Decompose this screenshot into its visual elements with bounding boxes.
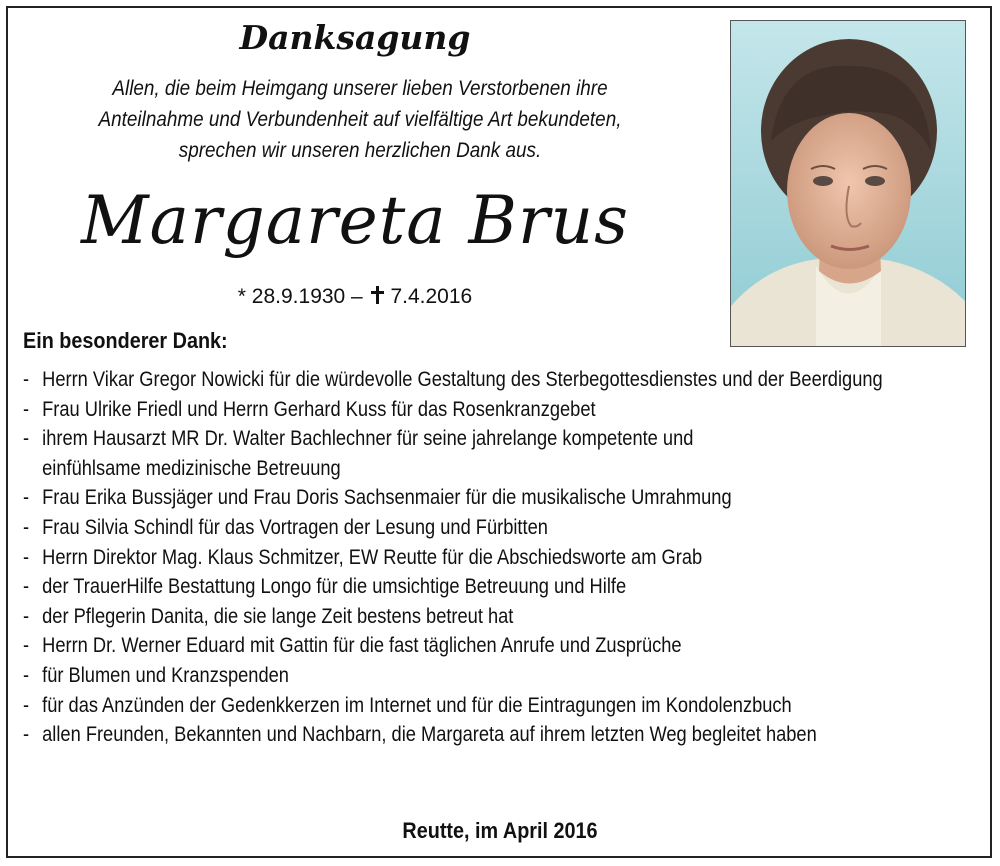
- deceased-name: Margareta Brus: [81, 182, 629, 259]
- list-item: [23, 424, 893, 483]
- death-date: 7.4.2016: [390, 285, 473, 308]
- list-dash: -: [23, 604, 30, 628]
- list-item: [23, 661, 893, 691]
- list-item-text: ihrem Hausarzt MR Dr. Walter Bachlechner für seine jahrelange kompetente und: [42, 427, 694, 451]
- list-dash: -: [23, 634, 30, 658]
- list-item: [23, 572, 893, 602]
- list-dash: -: [23, 368, 30, 391]
- birth-date: * 28.9.1930 –: [237, 285, 363, 308]
- thanks-list: [23, 365, 893, 750]
- list-item: [23, 720, 893, 750]
- list-item-text: für Blumen und Kranzspenden: [42, 663, 289, 687]
- list-item: [23, 365, 893, 395]
- list-item-text: allen Freunden, Bekannten und Nachbarn, die Margareta auf ihrem letzten Weg begleitet haben: [42, 723, 817, 747]
- list-item: [23, 631, 893, 661]
- list-item-text: Herrn Dr. Werner Eduard mit Gattin für die fast täglichen Anrufe und Zusprüche: [42, 634, 682, 658]
- list-item-text: für das Anzünden der Gedenkkerzen im Internet und für die Eintragungen im Kondolenzbuch: [42, 693, 792, 717]
- list-item-text: der TrauerHilfe Bestattung Longo für die umsichtige Betreuung und Hilfe: [42, 575, 627, 599]
- list-dash: -: [23, 663, 30, 687]
- list-item-text: Frau Silvia Schindl für das Vortragen der Lesung und Fürbitten: [42, 515, 548, 539]
- intro-line: sprechen wir unseren herzlichen Dank aus.: [178, 139, 542, 162]
- list-item: [23, 395, 893, 425]
- list-item: [23, 602, 893, 632]
- list-item-text: Frau Ulrike Friedl und Herrn Gerhard Kuss für das Rosenkranzgebet: [42, 397, 596, 421]
- list-dash: -: [23, 693, 30, 717]
- intro-text: [54, 73, 666, 166]
- list-dash: -: [23, 723, 30, 747]
- portrait-photo: [730, 20, 966, 347]
- cross-icon: [371, 286, 383, 304]
- list-item-text: Herrn Vikar Gregor Nowicki für die würdevolle Gestaltung des Sterbegottesdienstes und der Beerdigung: [42, 368, 883, 391]
- list-dash: -: [23, 486, 30, 510]
- list-item: [23, 691, 893, 721]
- list-item: [23, 483, 893, 513]
- list-item-text: der Pflegerin Danita, die sie lange Zeit bestens betreut hat: [42, 604, 514, 628]
- list-dash: -: [23, 427, 30, 451]
- life-dates: [0, 285, 710, 309]
- list-item-text: Frau Erika Bussjäger und Frau Doris Sachsenmaier für die musikalische Umrahmung: [42, 486, 732, 510]
- list-dash: -: [23, 545, 30, 569]
- list-dash: -: [23, 397, 30, 421]
- list-dash: -: [23, 575, 30, 599]
- intro-line: Anteilnahme und Verbundenheit auf vielfältige Art bekundeten,: [98, 108, 622, 131]
- list-item: [23, 543, 893, 573]
- intro-line: Allen, die beim Heimgang unserer lieben Verstorbenen ihre: [112, 77, 608, 100]
- notice-title: Danksagung: [239, 18, 471, 57]
- list-dash: -: [23, 515, 30, 539]
- list-item-text-continued: einfühlsame medizinische Betreuung: [42, 456, 341, 480]
- list-item: [23, 513, 893, 543]
- list-item-text: Herrn Direktor Mag. Klaus Schmitzer, EW Reutte für die Abschiedsworte am Grab: [42, 545, 703, 569]
- place-date-footer: Reutte, im April 2016: [402, 818, 598, 843]
- section-heading: Ein besonderer Dank:: [23, 328, 228, 353]
